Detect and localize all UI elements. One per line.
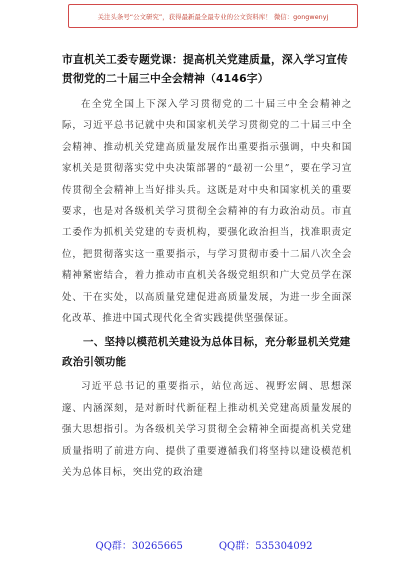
document-title: 市直机关工委专题党课：提高机关党建质量，深入学习宣传贯彻党的二十届三中全会精神（4146字） [62,53,348,85]
section-heading-1: 一、坚持以模范机关建设为总体目标，充分彰显机关党建政治引领功能 [62,336,351,369]
footer-contacts [0,537,408,552]
promo-banner-text: 关注头条号“公文研究”，获得最新最全最专业的公文资料库！ 微信：gongwenyj [97,12,329,21]
paragraph-section1: 习近平总书记的重要指示，站位高远、视野宏阔、思想深邃、内涵深刻，是对新时代新征程上推动机关党建高质量发展的强大思想指引。为各级机关学习贯彻全会精神全面提高机关党建质量指明了前进方向、提供了重要遵循我们将坚持以建设模范机关为总体目标，突出党的政治建 [62,381,352,479]
footer-qq-group-2: QQ群：535304092 [218,541,313,552]
paragraph-intro: 在全党全国上下深入学习贯彻党的二十届三中全会精神之际，习近平总书记就中央和国家机关学习贯彻党的二十届三中全会精神、推动机关党建高质量发展作出重要指示强调，中央和国家机关是贯彻落实党中央决策部署的“最初一公里”，要在学习宣传贯彻全会精神上当好排头兵。这既是对中央和国家机关的重要要求，也是对各级机关学习贯彻全会精神的有力政治动员。市直工委作为抓机关党建的专责机构，要强化政治担当，找准职责定位，把贯彻落实这一重要指示，与学习贯彻市委十二届八次全会精神紧密结合，着力推动市直机关各级党组织和广大党员学在深处、干在实处，以高质量党建促进高质量发展，为进一步全面深化改革、推进中国式现代化全省实践提供坚强保证。 [62,99,352,325]
document-body [62,50,352,484]
footer-qq-group-1: QQ群：30265665 [95,541,183,552]
promo-banner [68,4,358,28]
